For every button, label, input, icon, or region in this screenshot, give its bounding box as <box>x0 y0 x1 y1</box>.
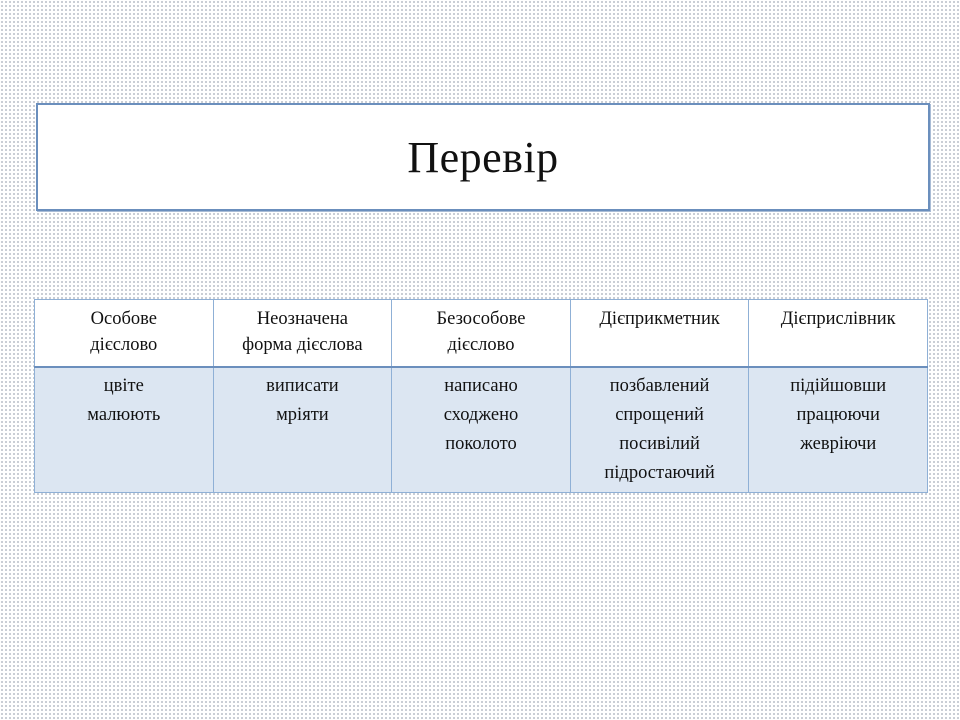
verb-forms-table <box>34 299 928 493</box>
cell-word: сходжено <box>443 405 519 425</box>
cell-word: цвіте <box>103 376 144 396</box>
header-line: Неозначена <box>256 309 348 329</box>
cell-word: мріяти <box>276 405 329 425</box>
header-line: Особове <box>90 309 157 329</box>
cell-word: посивілий <box>619 434 700 454</box>
header-adverbial-participle <box>749 300 928 368</box>
table-row <box>35 367 928 493</box>
table-header-row <box>35 300 928 368</box>
cell-word: виписати <box>266 376 339 396</box>
cell-personal-verb <box>35 367 214 493</box>
slide-title: Перевір <box>407 132 559 182</box>
cell-participle <box>570 367 749 493</box>
header-line: Дієприслівник <box>780 309 896 329</box>
cell-word: підійшовши <box>790 376 887 396</box>
cell-adverbial-participle <box>749 367 928 493</box>
header-line: дієслово <box>90 335 158 355</box>
cell-word: підростаючий <box>604 463 715 483</box>
cell-word: працюючи <box>796 405 880 425</box>
cell-impersonal-verb <box>392 367 571 493</box>
cell-word: спрощений <box>615 405 704 425</box>
header-infinitive <box>213 300 392 368</box>
cell-word: написано <box>444 376 518 396</box>
cell-word: малюють <box>87 405 161 425</box>
header-line: Безособове <box>436 309 526 329</box>
header-line: дієслово <box>447 335 515 355</box>
cell-word: жевріючи <box>800 434 877 454</box>
header-impersonal-verb <box>392 300 571 368</box>
header-line: форма дієслова <box>242 335 363 355</box>
cell-word: позбавлений <box>609 376 710 396</box>
cell-infinitive <box>213 367 392 493</box>
header-line: Дієприкметник <box>599 309 720 329</box>
header-participle <box>570 300 749 368</box>
slide-title-box <box>36 103 930 211</box>
header-personal-verb <box>35 300 214 368</box>
cell-word: поколото <box>445 434 517 454</box>
